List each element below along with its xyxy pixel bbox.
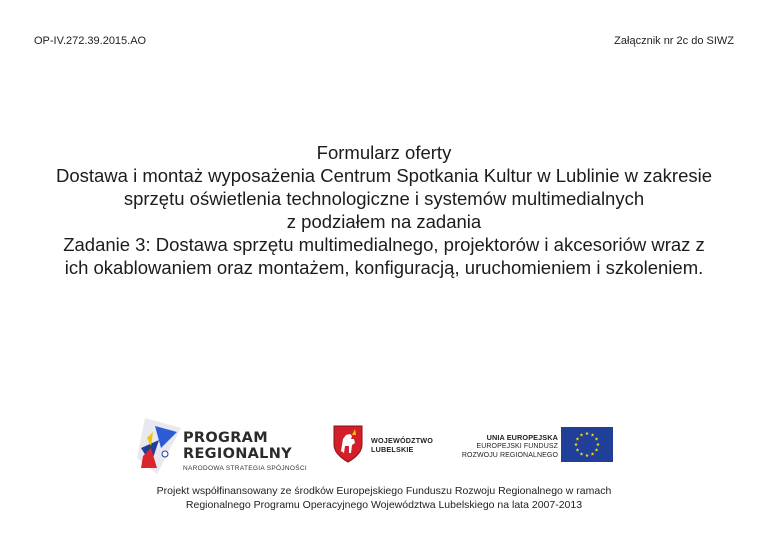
program-regionalny-mark-icon bbox=[137, 418, 181, 474]
program-regionalny-line1: PROGRAM bbox=[183, 430, 268, 446]
footer-line-1: Projekt współfinansowany ze środków Europejskiego Funduszu Rozwoju Regionalnego w ramach bbox=[156, 485, 612, 497]
cofinancing-note bbox=[20, 484, 748, 512]
footer-line-2: Regionalnego Programu Operacyjnego Województwa Lubelskiego na lata 2007-2013 bbox=[185, 499, 583, 511]
wojewodztwo-line1: WOJEWÓDZTWO bbox=[371, 436, 434, 445]
coat-of-arms-icon bbox=[333, 425, 363, 463]
unia-europejska-logo bbox=[455, 427, 620, 467]
title-line-5: Zadanie 3: Dostawa sprzętu multimedialnego, projektorów i akcesoriów wraz z bbox=[63, 234, 705, 255]
annex-label: Załącznik nr 2c do SIWZ bbox=[614, 35, 734, 47]
reference-number: OP-IV.272.39.2015.AO bbox=[34, 35, 147, 47]
program-regionalny-line2: REGIONALNY bbox=[183, 446, 292, 462]
title-line-2: Dostawa i montaż wyposażenia Centrum Spotkania Kultur w Lublinie w zakresie bbox=[55, 165, 713, 186]
unia-line2: EUROPEJSKI FUNDUSZ bbox=[476, 443, 558, 450]
title-line-4: z podziałem na zadania bbox=[286, 211, 482, 232]
wojewodztwo-lubelskie-logo bbox=[333, 425, 443, 467]
document-title bbox=[20, 141, 748, 279]
title-line-3: sprzętu oświetlenia technologiczne i systemów multimedialnych bbox=[123, 188, 645, 209]
title-line-1: Formularz oferty bbox=[316, 142, 452, 163]
unia-line1: UNIA EUROPEJSKA bbox=[486, 433, 558, 442]
title-line-6: ich okablowaniem oraz montażem, konfiguracją, uruchomieniem i szkoleniem. bbox=[64, 257, 704, 278]
program-regionalny-logo bbox=[137, 415, 337, 475]
eu-flag-icon bbox=[561, 427, 613, 462]
wojewodztwo-line2: LUBELSKIE bbox=[371, 445, 414, 454]
unia-line3: ROZWOJU REGIONALNEGO bbox=[461, 452, 558, 459]
program-regionalny-line3: NARODOWA STRATEGIA SPÓJNOŚCI bbox=[183, 465, 307, 472]
